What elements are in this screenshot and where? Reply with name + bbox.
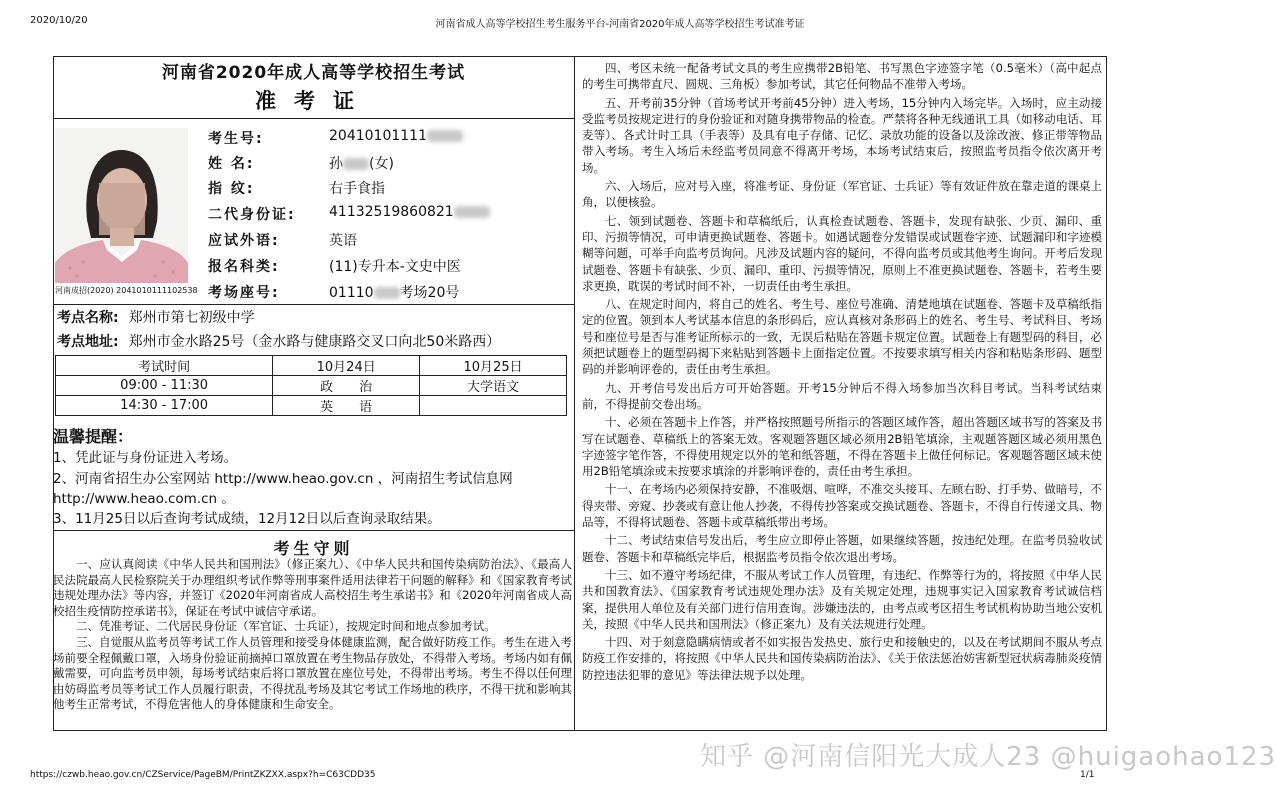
redaction-blur <box>343 158 369 170</box>
schedule-subject: 大学语文 <box>420 376 567 396</box>
schedule-subject <box>420 396 567 416</box>
rule-paragraph: 六、入场后，应对号入座，将准考证、身份证（军官证、士兵证）等有效证件放在靠走道的课桌上角，以便核验。 <box>582 179 1102 210</box>
schedule-header-time: 考试时间 <box>56 356 273 376</box>
rules-divider <box>53 530 574 531</box>
rules-left-column <box>53 557 572 713</box>
redaction-blur <box>374 287 400 299</box>
schedule-header-day2: 10月25日 <box>420 356 567 376</box>
schedule-header-day1: 10月24日 <box>273 356 420 376</box>
rules-right-column <box>582 60 1102 685</box>
exam-address-label: 考点地址: <box>57 334 119 350</box>
exam-address-row <box>57 331 500 351</box>
portrait-icon <box>55 128 188 283</box>
title-divider <box>53 118 574 119</box>
foreign-language-value: 英语 <box>329 233 357 249</box>
tips-title: 温馨提醒： <box>53 427 134 446</box>
id-card-value: 41132519860821 <box>329 204 490 220</box>
exam-address-value: 郑州市金水路25号（金水路与健康路交叉口向北50米路西） <box>128 334 501 350</box>
candidate-number-value: 20410101111 <box>329 128 463 144</box>
table-header-row <box>56 356 567 376</box>
rule-paragraph: 九、开考信号发出后方可开始答题。开考15分钟后不得入场参加当次科目考试。当科考试结束前，不得提前交卷出场。 <box>582 380 1102 411</box>
table-row <box>56 396 567 416</box>
candidate-number-label: 考生号: <box>208 131 264 147</box>
seat-number-value: 01110 考场20号 <box>329 285 460 301</box>
photo-caption: 河南成招(2020) 2041010111102538 <box>55 286 198 295</box>
rule-paragraph: 十、必须在答题卡上作答，并严格按照题号所指示的答题区域作答，超出答题区域书写的答案及书写在试题卷、草稿纸上的答案无效。客观题答题区域必须用2B铅笔填涂，主观题答题区域必须用黑色字迹签字笔作答，不得使用规定以外的笔和纸答题，不得在答题卡上做任何标记。客观题答题区域未使用2B铅笔填涂或未按要求填涂的并影响评卷的，责任由考生承担。 <box>582 415 1102 479</box>
exam-site-row <box>57 307 255 327</box>
rule-paragraph: 十一、在考场内必须保持安静，不准吸烟、喧哗，不准交头接耳、左顾右盼、打手势、做暗号，不得夹带、旁窥、抄袭或有意让他人抄袭，不得传抄答案或交换试题卷、答题卡，不得自行传递文具、物品等，不得将试题卷、答题卡或草稿纸带出考场。 <box>582 482 1102 530</box>
seat-number-label: 考场座号: <box>208 285 280 301</box>
page-number: 1/1 <box>1080 770 1095 780</box>
id-card-label: 二代身份证: <box>208 207 296 223</box>
watermark: 知乎 @河南信阳光大成人23 @huigaohao123 <box>700 742 1276 772</box>
schedule-time: 09:00 - 11:30 <box>56 376 273 396</box>
major-category-value: (11)专升本-文史中医 <box>329 259 461 275</box>
tip-item: http://www.heao.com.cn 。 <box>53 491 235 507</box>
print-date: 2020/10/20 <box>30 15 88 26</box>
column-divider <box>574 56 575 731</box>
rule-paragraph: 五、开考前35分钟（首场考试开考前45分钟）进入考场，15分钟内入场完毕。入场时，应主动接受监考员按规定进行的身份验证和对随身携带物品的检查。严禁将各种无线通讯工具（如移动电话、耳麦等）、各式计时工具（手表等）及具有电子存储、记忆、录放功能的设备以及涂改液、修正带等物品带入考场。考生入场后未经监考员同意不得离开考场，本场考试结束后，按照监考员指令依次离开考场。 <box>582 95 1102 175</box>
rule-paragraph: 一、应认真阅读《中华人民共和国刑法》（修正案九）、《中华人民共和国传染病防治法》、《最高人民法院最高人民检察院关于办理组织考试作弊等刑事案件适用法律若干问题的解释》和《国家教育考试违规处理办法》等内容，并签订《2020年河南省成人高校招生考生承诺书》和《2020年河南省成人高校招生疫情防控承诺书》，保证在考试中诚信守承诺。 <box>53 557 572 618</box>
rule-paragraph: 十四、对于刻意隐瞒病情或者不如实报告发热史、旅行史和接触史的，以及在考试期间不服从考点防疫工作安排的，将按照《中华人民共和国传染病防治法》、《关于依法惩治妨害新型冠状病毒肺炎疫情防控违法犯罪的意见》等法律法规予以处理。 <box>582 635 1102 682</box>
exam-title: 河南省2020年成人高等学校招生考试 <box>161 63 466 83</box>
tip-item: 3、11月25日以后查询考试成绩，12月12日以后查询录取结果。 <box>53 511 441 527</box>
schedule-subject: 政 治 <box>273 376 420 396</box>
schedule-time: 14:30 - 17:00 <box>56 396 273 416</box>
rule-paragraph: 十二、考试结束信号发出后，考生应立即停止答题，如果继续答题，按违纪处理。在监考员验收试题卷、答题卡和草稿纸完毕后，根据监考员指令依次退出考场。 <box>582 533 1102 564</box>
foreign-language-label: 应试外语: <box>208 233 280 249</box>
info-divider <box>53 304 574 305</box>
tip-item: 2、河南省招生办公室网站 http://www.heao.gov.cn ，河南招生考试信息网 <box>53 471 513 487</box>
fingerprint-label: 指 纹: <box>208 181 255 197</box>
fingerprint-value: 右手食指 <box>329 181 385 197</box>
rule-paragraph: 二、凭准考证、二代居民身份证（军官证、士兵证），按规定时间和地点参加考试。 <box>76 619 496 634</box>
rule-paragraph: 七、领到试题卷、答题卡和草稿纸后，认真检查试题卷、答题卡，发现有缺张、少页、漏印、重印、污损等情况，可申请更换试题卷、答题卡。如遇试题卷分发错误或试题卷字迹、试题漏印和字迹模糊等问题，可举手向监考员询问。凡涉及试题内容的疑问，不得向监考员或其他考生询问。开考后发现试题卷、答题卡有缺张、少页、漏印、重印、污损等情况，原则上不准更换试题卷、答题卡，若考生要求更换，耽误的考试时间不补，一切责任由考生承担。 <box>582 213 1102 293</box>
rule-paragraph: 十三、如不遵守考场纪律，不服从考试工作人员管理，有违纪、作弊等行为的，将按照《中华人民共和国教育法》、《国家教育考试违规处理办法》及有关规定处理，违规事实记入国家教育考试诚信档案，提供用人单位及有关部门进行信用查询。涉嫌违法的，由考点或考区招生考试机构协助当地公安机关，按照《中华人民共和国刑法》（修正案九）及有关法规进行处理。 <box>582 567 1102 631</box>
rules-title: 考生守则 <box>273 539 354 558</box>
candidate-photo <box>55 128 188 283</box>
redaction-blur <box>427 130 463 142</box>
exam-site-value: 郑州市第七初级中学 <box>128 310 255 326</box>
redaction-blur <box>454 206 490 218</box>
print-page-title: 河南省成人高等学校招生考生服务平台-河南省2020年成人高等学校招生考试准考证 <box>435 19 805 30</box>
exam-site-label: 考点名称: <box>57 310 119 326</box>
tip-item: 1、凭此证与身份证进入考场。 <box>53 450 238 466</box>
print-url: https://czwb.heao.gov.cn/CZService/PageBM/PrintZKZXX.aspx?h=C63CDD35 <box>30 770 376 780</box>
rule-paragraph: 四、考区未统一配备考试文具的考生应携带2B铅笔、书写黑色字迹签字笔（0.5毫米）（高中起点的考生可携带直尺、圆规、三角板）参加考试，其它任何物品不准带入考场。 <box>582 61 1102 92</box>
rule-paragraph: 三、自觉服从监考员等考试工作人员管理和接受身体健康监测，配合做好防疫工作。考生在进入考场前要全程佩戴口罩，入场身份验证前摘掉口罩放置在考生物品存放处，不得带入考场。考场内如有佩戴需要，可向监考员申领，每场考试结束后将口罩放置在座位号处，不得带出考场。考生不得以任何理由妨碍监考员等考试工作人员履行职责，不得扰乱考场及其它考试工作场地的秩序，不得干扰和影响其他考生正常考试，不得危害他人的身体健康和生命安全。 <box>53 634 572 712</box>
name-label: 姓 名: <box>208 156 255 172</box>
table-row <box>56 376 567 396</box>
ticket-title: 准考证 <box>255 89 372 113</box>
rule-paragraph: 八、在规定时间内，将自己的姓名、考生号、座位号准确、清楚地填在试题卷、答题卡及草稿纸指定的位置。领到本人考试基本信息的条形码后，应认真核对条形码上的姓名、考生号、考试科目、考场号和座位号是否与准考证所标示的一致，无误后粘贴在答题卡规定位置。试题卷上有题型码的科目，必须把试题卷上的题型码揭下来粘贴到答题卡上面指定位置。不按要求填写相关内容和粘贴条形码、题型码的并影响评卷的，责任由考生承担。 <box>582 297 1102 377</box>
major-category-label: 报名科类: <box>208 259 280 275</box>
exam-schedule-table <box>55 355 567 416</box>
schedule-subject: 英 语 <box>273 396 420 416</box>
name-value: 孙 (女) <box>329 156 394 172</box>
